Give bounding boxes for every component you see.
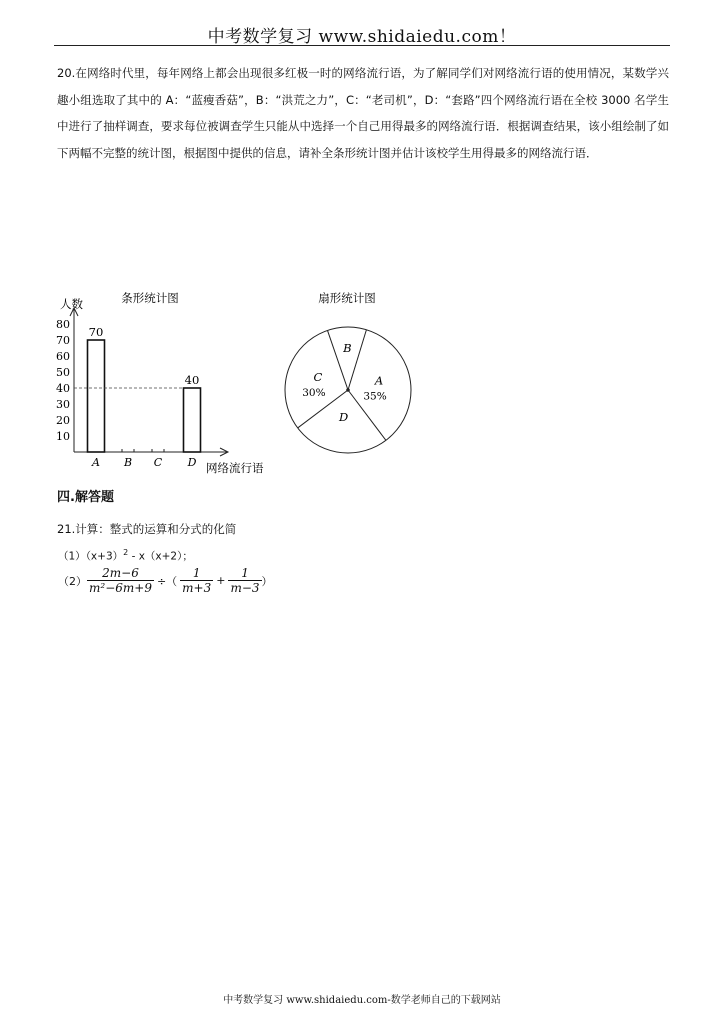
fraction-3 (228, 566, 261, 595)
y-tick-30: 30 (56, 398, 70, 411)
fraction-1 (87, 566, 154, 595)
pie-chart (285, 291, 411, 453)
bar-D (184, 388, 201, 452)
page-header-title: 中考数学复习 www.shidaiedu.com！ (207, 27, 517, 47)
plus-operator: + (216, 574, 226, 587)
pie-label-D: D (338, 410, 349, 425)
bar-chart-y-label: 人数 (60, 297, 83, 311)
bar-chart-x-label: 网络流行语 (206, 461, 264, 475)
page-footer: 中考数学复习 www.shidaiedu.com-数学老师自己的下载网站 (223, 995, 501, 1006)
fraction-2-numerator: 1 (192, 566, 201, 580)
y-tick-60: 60 (56, 350, 70, 363)
fraction-2 (180, 566, 213, 595)
pie-center-dot (346, 388, 350, 392)
question-21-title: 21.计算：整式的运算和分式的化简 (57, 522, 237, 536)
divide-operator: ÷（ (156, 574, 178, 588)
close-paren: ） (261, 574, 273, 588)
x-category-C: C (153, 456, 163, 469)
fraction-3-denominator: m−3 (230, 581, 260, 595)
fraction-3-numerator: 1 (241, 566, 249, 580)
pie-label-B: B (343, 341, 352, 356)
part1-exponent: 2 (123, 548, 129, 557)
y-tick-labels (56, 318, 70, 443)
pie-percent-C: 30% (302, 386, 326, 399)
pie-labels (302, 341, 387, 424)
bar-chart (56, 291, 264, 475)
section-title: 四.解答题 (57, 490, 114, 505)
fraction-1-denominator: m²−6m+9 (89, 581, 152, 595)
pie-percent-A: 35% (363, 390, 387, 403)
statistics-charts (50, 286, 430, 480)
x-category-labels (91, 456, 197, 469)
pie-label-C: C (313, 369, 323, 384)
bar-chart-title: 条形统计图 (121, 291, 179, 305)
part1-expr: （x+3） (85, 550, 124, 563)
y-tick-80: 80 (56, 318, 70, 331)
question-21-part-1 (58, 548, 193, 564)
y-tick-10: 10 (56, 430, 70, 443)
header-divider (54, 45, 670, 46)
x-category-A: A (92, 456, 100, 469)
pie-divider-B (327, 330, 348, 390)
y-tick-50: 50 (56, 366, 70, 379)
fraction-2-denominator: m+3 (182, 581, 212, 595)
bar-A (88, 340, 105, 452)
part2-prefix: （2） (58, 574, 87, 588)
pie-label-A: A (374, 373, 384, 388)
question-21-part-2 (58, 566, 273, 595)
part1-prefix: （1） (58, 550, 86, 563)
question-20-text: 20.在网络时代里，每年网络上都会出现很多红极一时的网络流行语，为了解同学们对网络流行语的使用情况，某数学兴趣小组选取了其中的 A：“蓝瘦香菇”，B：“洪荒之力”，C：“老司机”，D：“套路”四个网络流行语在全校 3000 名学生中进行了抽样调查，要求每位被调查学生只能从中选择一个自己用得最多的网络流行语．根据调查结果，该小组绘制了如下两幅不完整的统计图，根据图中提供的信息，请补全条形统计图并估计该校学生用得最多的网络流行语． (57, 66, 669, 160)
pie-chart-title: 扇形统计图 (318, 291, 376, 305)
y-tick-20: 20 (56, 414, 70, 427)
y-tick-70: 70 (56, 334, 70, 347)
part1-rest: - x（x+2）； (128, 550, 193, 563)
x-category-B: B (123, 456, 133, 469)
fraction-1-numerator: 2m−6 (102, 566, 139, 580)
x-category-D: D (187, 456, 197, 469)
y-tick-40: 40 (56, 382, 70, 395)
bar-marks (88, 340, 201, 452)
bar-value-label-A: 70 (88, 325, 104, 339)
bar-value-label-D: 40 (184, 373, 200, 387)
pie-divider-A (348, 330, 366, 390)
